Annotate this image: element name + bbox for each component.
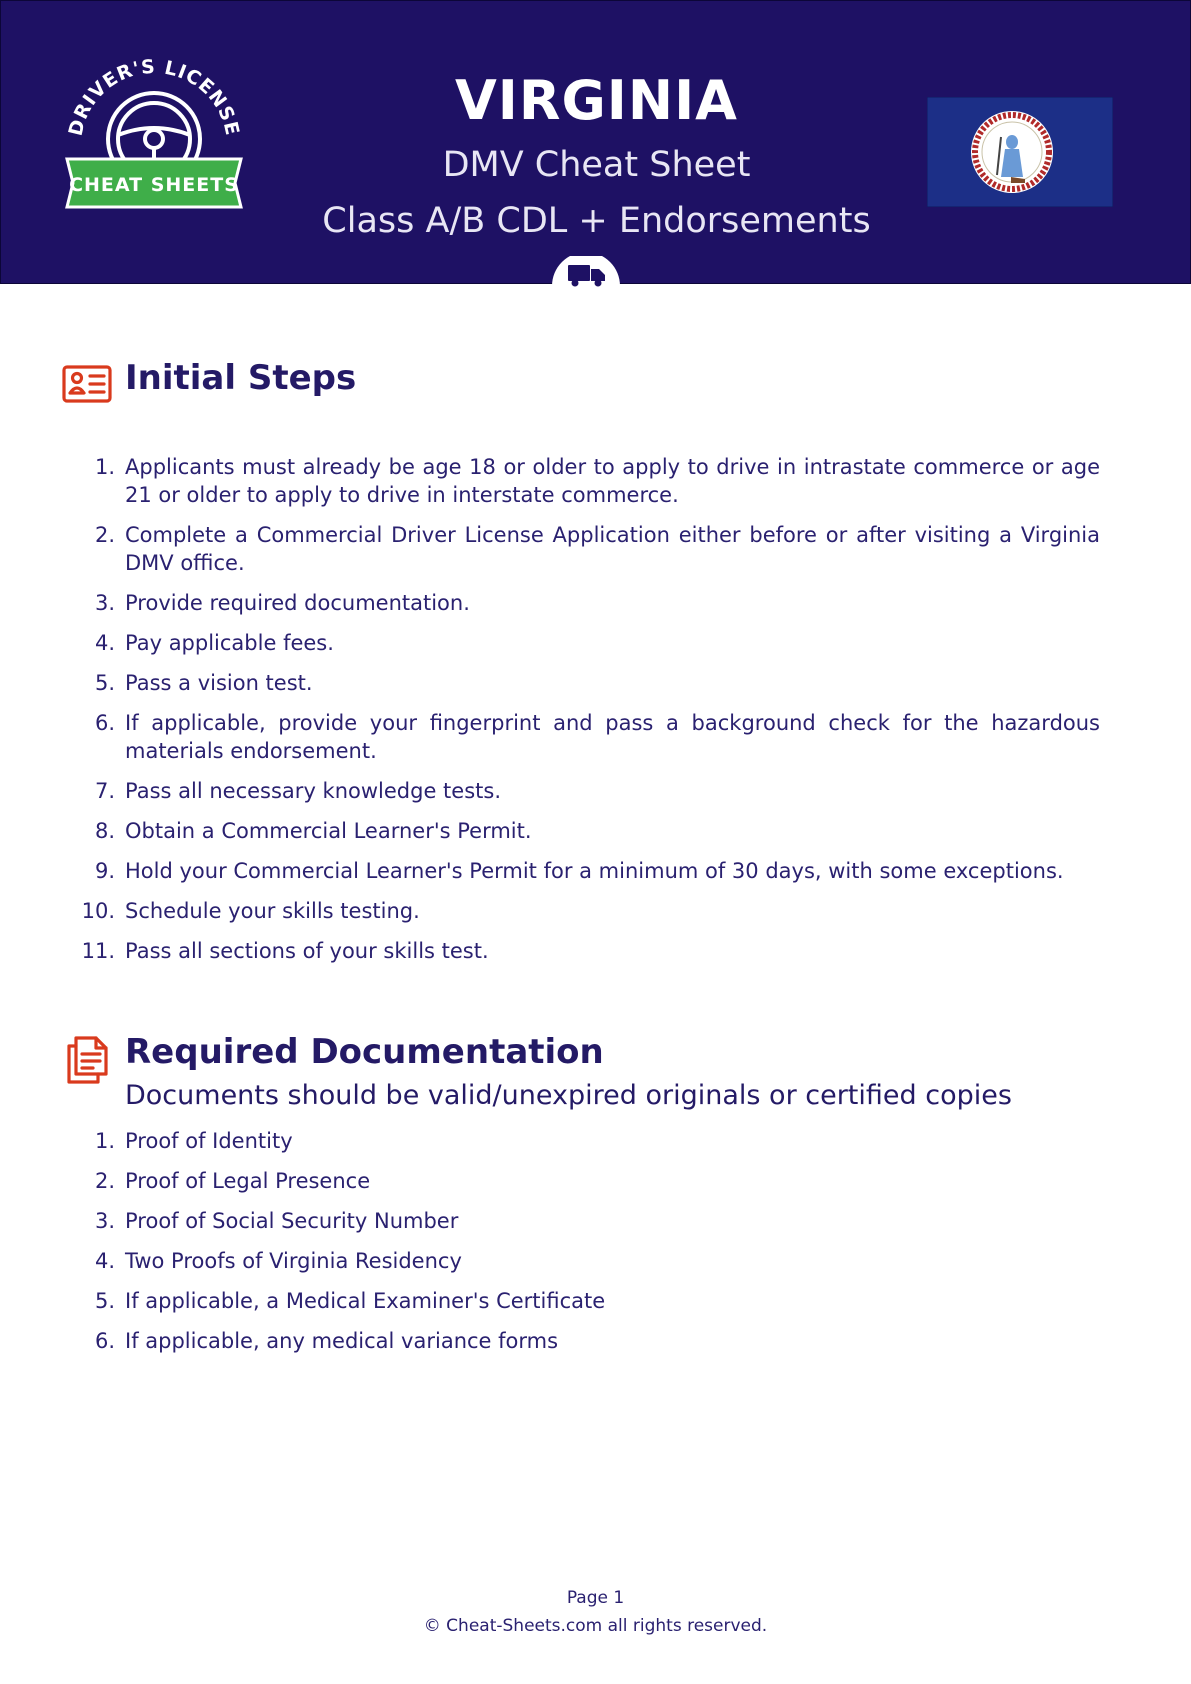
page-title: VIRGINIA [455,69,738,132]
required-docs-title: Required Documentation [125,1032,604,1072]
list-item: 7. Pass all necessary knowledge tests. [94,779,501,803]
page-header [0,0,1191,284]
required-docs-subtitle: Documents should be valid/unexpired originals or certified copies [125,1080,1012,1111]
list-item: 3. Proof of Social Security Number [94,1209,459,1233]
list-item: 10. Schedule your skills testing. [81,899,420,923]
list-item: 5. Pass a vision test. [94,671,313,695]
truck-badge [551,256,621,316]
list-item: 4. Pay applicable fees. [94,631,334,655]
list-item: 3. Provide required documentation. [94,591,470,615]
list-item: 2. Complete a Commercial Driver License Application either before or after visiting a Virginia DMV office. [94,523,1100,575]
list-item: 4. Two Proofs of Virginia Residency [94,1249,462,1273]
page-subtitle-class: Class A/B CDL + Endorsements [322,201,871,241]
logo-banner-text: CHEAT SHEETS [69,174,239,196]
initial-steps-title: Initial Steps [125,358,357,398]
page-number: Page 1 [566,1588,625,1608]
list-item: 5. If applicable, a Medical Examiner's Certificate [94,1289,606,1313]
list-item: 6. If applicable, provide your fingerprint and pass a background check for the hazardous materials endorsement. [94,711,1100,763]
list-item: 1. Applicants must already be age 18 or older to apply to drive in intrastate commerce or age 21 or older to apply to drive in interstate commerce. [94,455,1100,507]
list-item: 6. If applicable, any medical variance forms [94,1329,559,1353]
required-docs-list [94,1127,1100,1367]
list-item: 1. Proof of Identity [94,1129,293,1153]
copyright-text: © Cheat-Sheets.com all rights reserved. [423,1616,768,1636]
page-subtitle: DMV Cheat Sheet [442,145,751,185]
virginia-flag [927,97,1113,207]
document-icon [62,1034,114,1086]
logo-arc-text: DRIVER'S LICENSE [64,55,244,139]
list-item: 2. Proof of Legal Presence [94,1169,371,1193]
list-item: 11. Pass all sections of your skills test. [81,939,489,963]
list-item: 8. Obtain a Commercial Learner's Permit. [94,819,532,843]
list-item: 9. Hold your Commercial Learner's Permit for a minimum of 30 days, with some exceptions. [94,859,1064,883]
id-card-icon [61,359,113,411]
initial-steps-list [81,453,1100,977]
